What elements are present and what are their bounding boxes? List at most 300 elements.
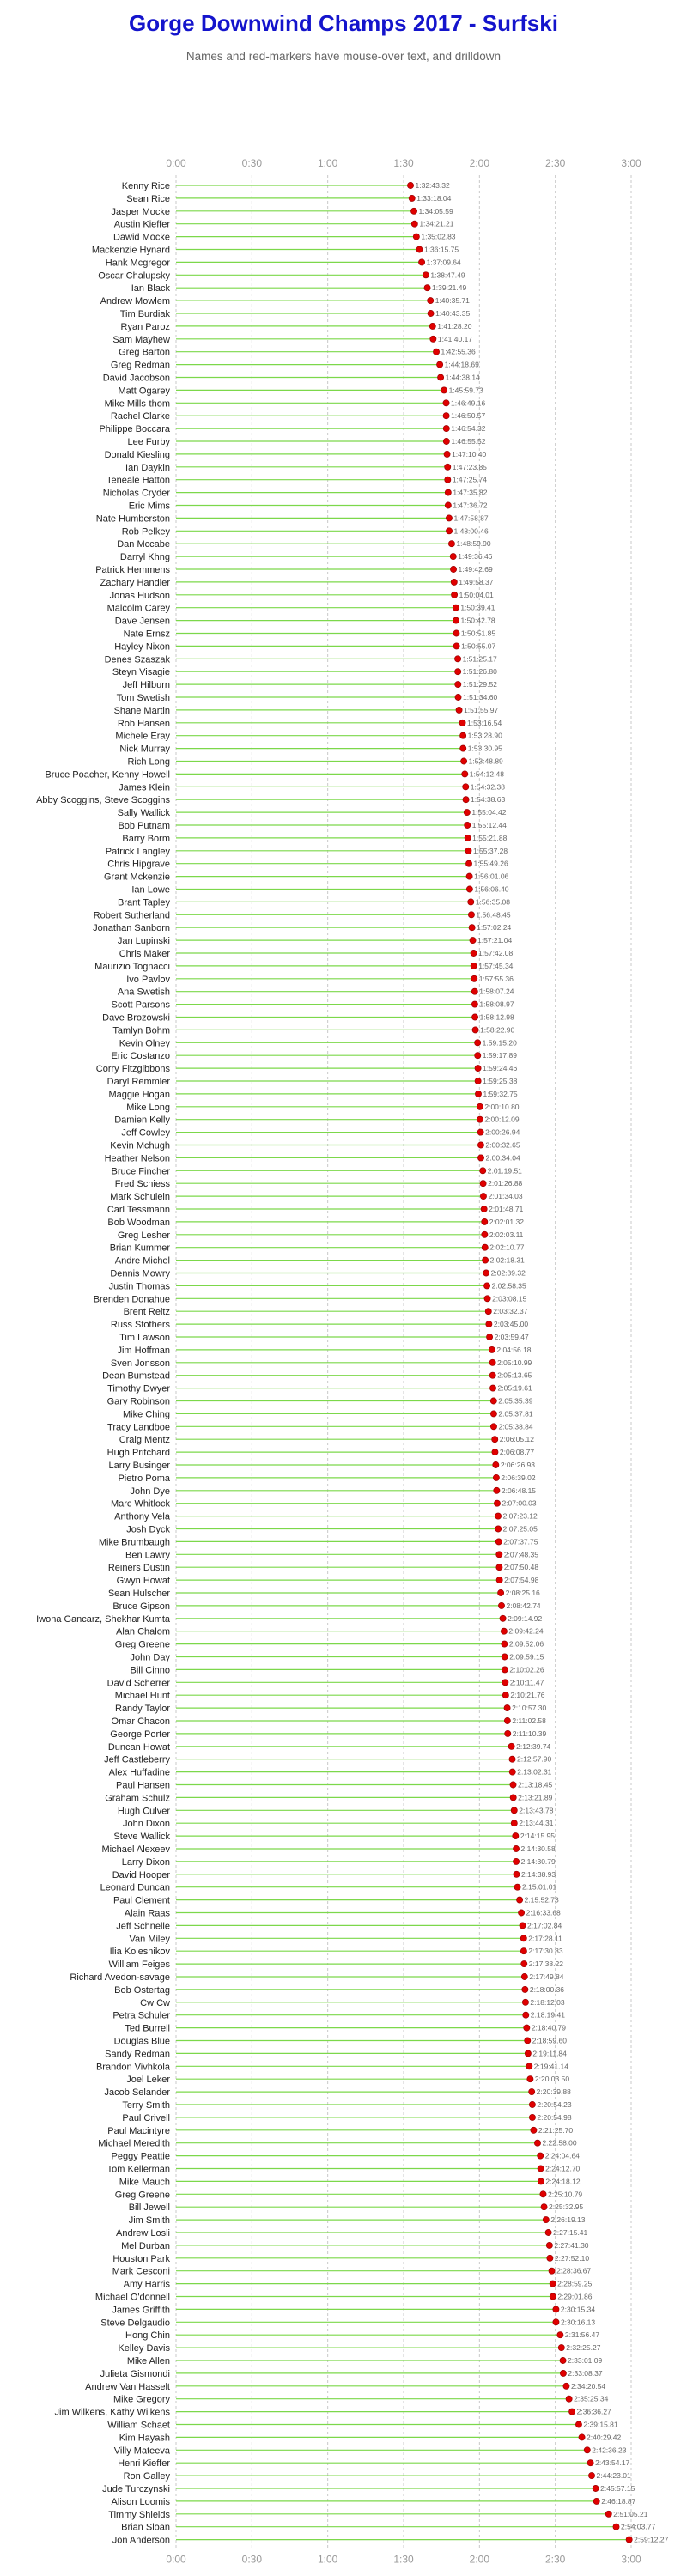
runner-name-label[interactable]: Mike Brumbaugh: [98, 1537, 170, 1548]
runner-name-label[interactable]: Hong Chin: [125, 2330, 170, 2342]
time-marker-dot[interactable]: [462, 771, 468, 777]
time-marker-dot[interactable]: [430, 336, 436, 342]
time-marker-dot[interactable]: [529, 2089, 535, 2095]
runner-name-label[interactable]: Brenden Donahue: [93, 1294, 170, 1305]
runner-name-label[interactable]: Mackenzie Hynard: [91, 245, 170, 256]
runner-name-label[interactable]: Richard Avedon-savage: [70, 1972, 170, 1983]
time-marker-dot[interactable]: [541, 2204, 547, 2210]
time-marker-dot[interactable]: [465, 822, 471, 828]
time-marker-dot[interactable]: [455, 682, 461, 688]
runner-name-label[interactable]: James Griffith: [112, 2305, 170, 2316]
time-marker-dot[interactable]: [482, 1218, 488, 1224]
time-marker-dot[interactable]: [453, 605, 459, 611]
runner-name-label[interactable]: Greg Lesher: [117, 1230, 170, 1241]
runner-name-label[interactable]: Matt Ogarey: [118, 386, 170, 397]
runner-name-label[interactable]: Josh Dyck: [126, 1524, 170, 1535]
runner-name-label[interactable]: Bruce Poacher, Kenny Howell: [45, 769, 170, 781]
runner-name-label[interactable]: Pietro Poma: [118, 1473, 170, 1484]
runner-name-label[interactable]: Graham Schulz: [105, 1793, 170, 1804]
time-marker-dot[interactable]: [522, 1986, 528, 1992]
runner-name-label[interactable]: Dennis Mowry: [110, 1268, 170, 1279]
runner-name-label[interactable]: Jan Lupinski: [117, 936, 170, 947]
runner-name-label[interactable]: David Jacobson: [102, 373, 170, 384]
time-marker-dot[interactable]: [443, 413, 449, 419]
runner-name-label[interactable]: Tracy Landboe: [107, 1422, 170, 1433]
runner-name-label[interactable]: Jude Turczynski: [102, 2484, 170, 2494]
time-marker-dot[interactable]: [502, 1667, 508, 1673]
runner-name-label[interactable]: Ron Galley: [123, 2471, 170, 2482]
time-marker-dot[interactable]: [511, 1820, 517, 1826]
runner-name-label[interactable]: Steve Wallick: [113, 1832, 170, 1843]
time-marker-dot[interactable]: [472, 1027, 478, 1033]
time-marker-dot[interactable]: [527, 2076, 533, 2082]
time-marker-dot[interactable]: [475, 1078, 481, 1084]
time-marker-dot[interactable]: [593, 2485, 599, 2491]
time-marker-dot[interactable]: [494, 1500, 500, 1506]
time-marker-dot[interactable]: [451, 592, 457, 598]
time-marker-dot[interactable]: [569, 2409, 575, 2415]
runner-name-label[interactable]: Jasper Mocke: [111, 206, 170, 217]
time-marker-dot[interactable]: [475, 1091, 481, 1097]
time-marker-dot[interactable]: [465, 860, 471, 866]
runner-name-label[interactable]: Alison Loomis: [111, 2496, 170, 2507]
runner-name-label[interactable]: Steve Delgaudio: [100, 2318, 170, 2329]
time-marker-dot[interactable]: [448, 541, 454, 547]
runner-name-label[interactable]: Joel Leker: [126, 2075, 170, 2086]
time-marker-dot[interactable]: [498, 1602, 504, 1608]
runner-name-label[interactable]: Michael Meredith: [98, 2138, 170, 2149]
time-marker-dot[interactable]: [481, 1206, 487, 1212]
time-marker-dot[interactable]: [451, 579, 457, 585]
time-marker-dot[interactable]: [493, 1461, 499, 1467]
time-marker-dot[interactable]: [502, 1692, 508, 1698]
runner-name-label[interactable]: Anthony Vela: [114, 1511, 170, 1522]
runner-name-label[interactable]: Jeff Hilburn: [122, 680, 170, 691]
runner-name-label[interactable]: Bruce Gipson: [112, 1601, 170, 1612]
runner-name-label[interactable]: Rob Pelkey: [121, 526, 170, 538]
time-marker-dot[interactable]: [613, 2524, 619, 2530]
time-marker-dot[interactable]: [509, 1756, 515, 1762]
runner-name-label[interactable]: Heather Nelson: [104, 1153, 170, 1164]
runner-name-label[interactable]: Douglas Blue: [113, 2036, 170, 2047]
time-marker-dot[interactable]: [502, 1654, 508, 1660]
runner-name-label[interactable]: Amy Harris: [123, 2279, 170, 2290]
time-marker-dot[interactable]: [418, 259, 424, 265]
time-marker-dot[interactable]: [484, 1296, 490, 1302]
runner-name-label[interactable]: Reiners Dustin: [107, 1563, 170, 1574]
time-marker-dot[interactable]: [520, 1923, 526, 1929]
time-marker-dot[interactable]: [465, 835, 471, 841]
runner-name-label[interactable]: Jim Hoffman: [117, 1345, 170, 1356]
time-marker-dot[interactable]: [538, 2178, 544, 2184]
runner-name-label[interactable]: Abby Scoggins, Steve Scoggins: [36, 795, 170, 806]
runner-name-label[interactable]: Mike Allen: [126, 2356, 170, 2366]
runner-name-label[interactable]: Jonas Hudson: [109, 590, 170, 601]
runner-name-label[interactable]: Nicholas Cryder: [102, 488, 170, 499]
runner-name-label[interactable]: Carl Tessmann: [106, 1205, 170, 1215]
runner-name-label[interactable]: George Porter: [110, 1728, 170, 1740]
time-marker-dot[interactable]: [466, 886, 472, 892]
time-marker-dot[interactable]: [441, 387, 447, 393]
runner-name-label[interactable]: Mark Schulein: [110, 1192, 170, 1203]
time-marker-dot[interactable]: [477, 1129, 483, 1135]
runner-name-label[interactable]: Eric Mims: [128, 501, 170, 512]
time-marker-dot[interactable]: [445, 464, 451, 470]
time-marker-dot[interactable]: [455, 694, 461, 700]
time-marker-dot[interactable]: [490, 1411, 496, 1417]
runner-name-label[interactable]: Denes Szaszak: [104, 654, 170, 665]
runner-name-label[interactable]: Brant Tapley: [118, 897, 170, 908]
runner-name-label[interactable]: Tim Burdiak: [119, 309, 170, 319]
runner-name-label[interactable]: Sally Wallick: [117, 808, 170, 819]
time-marker-dot[interactable]: [443, 438, 449, 444]
time-marker-dot[interactable]: [529, 2101, 535, 2107]
runner-name-label[interactable]: Michael Alexeev: [101, 1844, 170, 1855]
time-marker-dot[interactable]: [605, 2511, 611, 2517]
runner-name-label[interactable]: Iwona Gancarz, Shekhar Kumta: [36, 1613, 170, 1625]
runner-name-label[interactable]: Mike Gregory: [112, 2394, 170, 2405]
time-marker-dot[interactable]: [493, 1474, 499, 1480]
time-marker-dot[interactable]: [511, 1807, 517, 1814]
time-marker-dot[interactable]: [459, 720, 465, 726]
runner-name-label[interactable]: Duncan Howat: [107, 1741, 170, 1753]
runner-name-label[interactable]: Houston Park: [112, 2253, 170, 2264]
time-marker-dot[interactable]: [446, 515, 452, 521]
runner-name-label[interactable]: Andre Michel: [114, 1255, 170, 1267]
runner-name-label[interactable]: David Hooper: [112, 1869, 170, 1880]
runner-name-label[interactable]: Steyn Visagie: [112, 667, 170, 678]
time-marker-dot[interactable]: [579, 2434, 585, 2440]
runner-name-label[interactable]: Randy Taylor: [115, 1704, 170, 1715]
time-marker-dot[interactable]: [410, 208, 416, 214]
time-marker-dot[interactable]: [490, 1398, 496, 1404]
runner-name-label[interactable]: Jeff Cowley: [121, 1127, 170, 1139]
time-marker-dot[interactable]: [501, 1628, 507, 1634]
runner-name-label[interactable]: Oscar Chalupsky: [98, 270, 170, 282]
runner-name-label[interactable]: Mike Mills-thom: [104, 398, 170, 410]
time-marker-dot[interactable]: [504, 1705, 510, 1711]
runner-name-label[interactable]: Sandy Redman: [105, 2049, 170, 2060]
runner-name-label[interactable]: Michele Eray: [115, 731, 170, 742]
time-marker-dot[interactable]: [502, 1680, 508, 1686]
time-marker-dot[interactable]: [538, 2166, 544, 2172]
time-marker-dot[interactable]: [471, 975, 477, 981]
runner-name-label[interactable]: Dan Mccabe: [117, 539, 170, 550]
runner-name-label[interactable]: Dawid Mocke: [112, 232, 170, 243]
time-marker-dot[interactable]: [471, 1001, 477, 1007]
runner-name-label[interactable]: Tom Swetish: [116, 693, 170, 703]
time-marker-dot[interactable]: [483, 1283, 489, 1289]
time-marker-dot[interactable]: [453, 643, 459, 649]
runner-name-label[interactable]: Daryl Remmler: [106, 1077, 170, 1087]
time-marker-dot[interactable]: [477, 1116, 483, 1122]
runner-name-label[interactable]: Gary Robinson: [106, 1396, 170, 1407]
runner-name-label[interactable]: John Dixon: [122, 1819, 170, 1830]
time-marker-dot[interactable]: [445, 477, 451, 483]
runner-name-label[interactable]: Kevin Olney: [119, 1038, 170, 1049]
time-marker-dot[interactable]: [445, 489, 451, 495]
time-marker-dot[interactable]: [495, 1539, 502, 1545]
runner-name-label[interactable]: Michael O'donnell: [94, 2292, 170, 2303]
time-marker-dot[interactable]: [545, 2229, 551, 2235]
time-marker-dot[interactable]: [471, 988, 477, 994]
runner-name-label[interactable]: Bruce Fincher: [111, 1166, 170, 1177]
time-marker-dot[interactable]: [518, 1910, 524, 1916]
runner-name-label[interactable]: John Day: [130, 1652, 170, 1663]
time-marker-dot[interactable]: [477, 1155, 483, 1161]
runner-name-label[interactable]: Dave Jensen: [114, 616, 170, 627]
time-marker-dot[interactable]: [471, 963, 477, 969]
time-marker-dot[interactable]: [411, 221, 417, 227]
time-marker-dot[interactable]: [516, 1897, 522, 1903]
runner-name-label[interactable]: Brian Sloan: [121, 2522, 170, 2533]
runner-name-label[interactable]: Timothy Dwyer: [107, 1383, 170, 1394]
runner-name-label[interactable]: Malcolm Carey: [106, 603, 170, 614]
runner-name-label[interactable]: Scott Parsons: [111, 999, 170, 1011]
time-marker-dot[interactable]: [521, 1973, 527, 1979]
runner-name-label[interactable]: Terry Smith: [122, 2100, 170, 2111]
time-marker-dot[interactable]: [463, 784, 469, 790]
runner-name-label[interactable]: Cw Cw: [140, 1997, 170, 2008]
runner-name-label[interactable]: Fred Schiess: [114, 1179, 170, 1190]
runner-name-label[interactable]: Mike Mauch: [119, 2177, 170, 2188]
time-marker-dot[interactable]: [587, 2460, 593, 2466]
runner-name-label[interactable]: Mel Durban: [121, 2240, 170, 2251]
time-marker-dot[interactable]: [525, 2038, 531, 2044]
runner-name-label[interactable]: James Klein: [119, 782, 170, 793]
time-marker-dot[interactable]: [433, 349, 439, 355]
runner-name-label[interactable]: Hugh Pritchard: [106, 1448, 170, 1459]
time-marker-dot[interactable]: [463, 797, 469, 803]
time-marker-dot[interactable]: [485, 1309, 491, 1315]
runner-name-label[interactable]: David Scherrer: [106, 1678, 170, 1689]
runner-name-label[interactable]: Brandon Vivhkola: [95, 2062, 170, 2073]
time-marker-dot[interactable]: [531, 2127, 537, 2133]
runner-name-label[interactable]: Barry Borm: [122, 833, 170, 844]
time-marker-dot[interactable]: [428, 310, 434, 316]
time-marker-dot[interactable]: [494, 1487, 500, 1493]
time-marker-dot[interactable]: [563, 2383, 569, 2389]
runner-name-label[interactable]: Tom Kellerman: [106, 2164, 170, 2175]
time-marker-dot[interactable]: [513, 1833, 519, 1839]
runner-name-label[interactable]: Timmy Shields: [108, 2509, 170, 2520]
runner-name-label[interactable]: Kenny Rice: [121, 181, 170, 191]
runner-name-label[interactable]: Jeff Castleberry: [104, 1754, 170, 1765]
runner-name-label[interactable]: Andrew Mowlem: [100, 296, 170, 307]
runner-name-label[interactable]: Nate Ernsz: [123, 629, 170, 640]
time-marker-dot[interactable]: [423, 272, 429, 278]
runner-name-label[interactable]: Mark Cesconi: [112, 2266, 170, 2277]
runner-name-label[interactable]: Andrew Losli: [116, 2228, 170, 2239]
runner-name-label[interactable]: Ian Lowe: [131, 884, 170, 896]
time-marker-dot[interactable]: [475, 1040, 481, 1046]
runner-name-label[interactable]: Peggy Peattie: [111, 2151, 170, 2162]
time-marker-dot[interactable]: [450, 554, 456, 560]
time-marker-dot[interactable]: [513, 1858, 519, 1864]
time-marker-dot[interactable]: [495, 1526, 502, 1532]
runner-name-label[interactable]: Ted Burrell: [125, 2023, 170, 2034]
time-marker-dot[interactable]: [469, 925, 475, 931]
runner-name-label[interactable]: Leonard Duncan: [100, 1882, 170, 1893]
time-marker-dot[interactable]: [558, 2345, 564, 2351]
time-marker-dot[interactable]: [443, 400, 449, 406]
runner-name-label[interactable]: Damien Kelly: [114, 1115, 170, 1126]
runner-name-label[interactable]: Hank Mcgregor: [105, 258, 170, 269]
time-marker-dot[interactable]: [460, 732, 466, 738]
runner-name-label[interactable]: Kelley Davis: [118, 2343, 170, 2354]
runner-name-label[interactable]: Robert Sutherland: [93, 910, 170, 921]
time-marker-dot[interactable]: [509, 1769, 515, 1775]
runner-name-label[interactable]: Dave Brozowski: [102, 1012, 170, 1024]
runner-name-label[interactable]: Bill Jewell: [128, 2202, 170, 2214]
runner-name-label[interactable]: Chris Maker: [119, 949, 170, 959]
time-marker-dot[interactable]: [468, 899, 474, 905]
runner-name-label[interactable]: Jonathan Sanborn: [93, 923, 170, 934]
runner-name-label[interactable]: Jim Smith: [128, 2215, 170, 2227]
runner-name-label[interactable]: Rob Hansen: [117, 718, 170, 729]
time-marker-dot[interactable]: [508, 1743, 514, 1749]
runner-name-label[interactable]: Dean Bumstead: [102, 1370, 170, 1382]
runner-name-label[interactable]: Gwyn Howat: [116, 1576, 170, 1587]
time-marker-dot[interactable]: [456, 707, 462, 713]
time-marker-dot[interactable]: [486, 1334, 492, 1340]
time-marker-dot[interactable]: [492, 1437, 498, 1443]
time-marker-dot[interactable]: [520, 1948, 526, 1954]
runner-name-label[interactable]: Brian Kummer: [109, 1242, 170, 1254]
time-marker-dot[interactable]: [522, 1999, 528, 2005]
runner-name-label[interactable]: Brent Reitz: [123, 1307, 170, 1318]
runner-name-label[interactable]: Rich Long: [127, 756, 170, 768]
time-marker-dot[interactable]: [450, 566, 456, 572]
runner-name-label[interactable]: Philippe Boccara: [99, 424, 170, 435]
runner-name-label[interactable]: Craig Mentz: [119, 1435, 170, 1446]
time-marker-dot[interactable]: [461, 758, 467, 764]
time-marker-dot[interactable]: [475, 1053, 481, 1059]
runner-name-label[interactable]: Nate Humberston: [95, 513, 170, 525]
time-marker-dot[interactable]: [471, 950, 477, 956]
runner-name-label[interactable]: Bill Cinno: [130, 1665, 170, 1676]
time-marker-dot[interactable]: [626, 2537, 632, 2543]
runner-name-label[interactable]: Ana Swetish: [117, 987, 170, 998]
time-marker-dot[interactable]: [446, 528, 452, 534]
time-marker-dot[interactable]: [453, 630, 459, 636]
runner-name-label[interactable]: Zachary Handler: [100, 577, 170, 588]
runner-name-label[interactable]: Tamlyn Bohm: [112, 1025, 170, 1036]
runner-name-label[interactable]: Shane Martin: [113, 705, 170, 716]
runner-name-label[interactable]: Alex Huffadine: [108, 1767, 170, 1778]
time-marker-dot[interactable]: [547, 2255, 553, 2261]
time-marker-dot[interactable]: [496, 1552, 502, 1558]
time-marker-dot[interactable]: [534, 2140, 540, 2146]
runner-name-label[interactable]: Van Miley: [129, 1934, 170, 1945]
time-marker-dot[interactable]: [489, 1385, 495, 1391]
runner-name-label[interactable]: Darryl Khng: [119, 552, 170, 563]
time-marker-dot[interactable]: [437, 374, 443, 380]
time-marker-dot[interactable]: [510, 1782, 516, 1788]
runner-name-label[interactable]: Tim Lawson: [119, 1333, 170, 1343]
runner-name-label[interactable]: Paul Crivell: [122, 2112, 170, 2123]
time-marker-dot[interactable]: [557, 2332, 563, 2338]
time-marker-dot[interactable]: [480, 1181, 486, 1187]
time-marker-dot[interactable]: [413, 234, 419, 240]
runner-name-label[interactable]: Hayley Nixon: [114, 641, 170, 653]
time-marker-dot[interactable]: [482, 1244, 488, 1250]
runner-name-label[interactable]: Marc Whitlock: [110, 1498, 170, 1510]
time-marker-dot[interactable]: [409, 195, 415, 201]
runner-name-label[interactable]: Paul Hansen: [116, 1780, 170, 1791]
time-marker-dot[interactable]: [504, 1717, 510, 1723]
time-marker-dot[interactable]: [510, 1795, 516, 1801]
runner-name-label[interactable]: Bob Putnam: [118, 821, 170, 831]
time-marker-dot[interactable]: [455, 669, 461, 675]
time-marker-dot[interactable]: [437, 361, 443, 368]
runner-name-label[interactable]: Greg Redman: [110, 360, 170, 371]
runner-name-label[interactable]: Bob Woodman: [107, 1217, 170, 1228]
runner-name-label[interactable]: Kim Hayash: [119, 2433, 170, 2444]
time-marker-dot[interactable]: [553, 2306, 559, 2312]
runner-name-label[interactable]: William Feiges: [108, 1959, 170, 1971]
runner-name-label[interactable]: Corry Fitzgibbons: [95, 1064, 170, 1075]
runner-name-label[interactable]: Paul Macintyre: [107, 2125, 170, 2136]
time-marker-dot[interactable]: [490, 1424, 496, 1430]
time-marker-dot[interactable]: [514, 1871, 520, 1877]
runner-name-label[interactable]: Mike Ching: [122, 1409, 170, 1420]
runner-name-label[interactable]: Alan Chalom: [116, 1626, 170, 1637]
time-marker-dot[interactable]: [524, 2025, 530, 2031]
runner-name-label[interactable]: Patrick Langley: [105, 846, 170, 857]
runner-name-label[interactable]: Petra Schuler: [112, 2010, 170, 2021]
runner-name-label[interactable]: Andrew Van Hasselt: [85, 2381, 170, 2392]
time-marker-dot[interactable]: [428, 298, 434, 304]
runner-name-label[interactable]: Greg Greene: [114, 2190, 170, 2201]
time-marker-dot[interactable]: [593, 2498, 599, 2504]
time-marker-dot[interactable]: [482, 1231, 488, 1237]
runner-name-label[interactable]: Ilia Kolesnikov: [109, 1947, 170, 1958]
runner-name-label[interactable]: Ben Lawry: [125, 1550, 170, 1561]
runner-name-label[interactable]: Lee Furby: [127, 437, 170, 447]
runner-name-label[interactable]: Larry Businger: [108, 1461, 170, 1471]
time-marker-dot[interactable]: [496, 1577, 502, 1583]
runner-name-label[interactable]: Julieta Gismondi: [100, 2368, 170, 2379]
runner-name-label[interactable]: Teneale Hatton: [106, 475, 170, 486]
time-marker-dot[interactable]: [560, 2370, 566, 2376]
time-marker-dot[interactable]: [429, 323, 435, 329]
runner-name-label[interactable]: Patrick Hemmens: [95, 565, 170, 575]
time-marker-dot[interactable]: [480, 1168, 486, 1174]
runner-name-label[interactable]: Maurizio Tognacci: [94, 961, 170, 972]
runner-name-label[interactable]: Greg Barton: [119, 347, 170, 358]
time-marker-dot[interactable]: [498, 1589, 504, 1595]
runner-name-label[interactable]: Chris Hipgrave: [107, 859, 170, 870]
time-marker-dot[interactable]: [460, 745, 466, 751]
runner-name-label[interactable]: Larry Dixon: [121, 1856, 170, 1868]
time-marker-dot[interactable]: [483, 1270, 489, 1276]
time-marker-dot[interactable]: [546, 2242, 552, 2248]
time-marker-dot[interactable]: [416, 246, 423, 252]
time-marker-dot[interactable]: [529, 2114, 535, 2120]
time-marker-dot[interactable]: [549, 2268, 555, 2274]
time-marker-dot[interactable]: [489, 1346, 495, 1352]
runner-name-label[interactable]: Eric Costanzo: [111, 1051, 170, 1062]
time-marker-dot[interactable]: [514, 1884, 520, 1890]
time-marker-dot[interactable]: [486, 1321, 492, 1327]
time-marker-dot[interactable]: [489, 1359, 495, 1365]
time-marker-dot[interactable]: [470, 938, 476, 944]
time-marker-dot[interactable]: [465, 848, 471, 854]
time-marker-dot[interactable]: [468, 912, 474, 918]
runner-name-label[interactable]: Greg Greene: [114, 1639, 170, 1650]
time-marker-dot[interactable]: [520, 1935, 526, 1941]
